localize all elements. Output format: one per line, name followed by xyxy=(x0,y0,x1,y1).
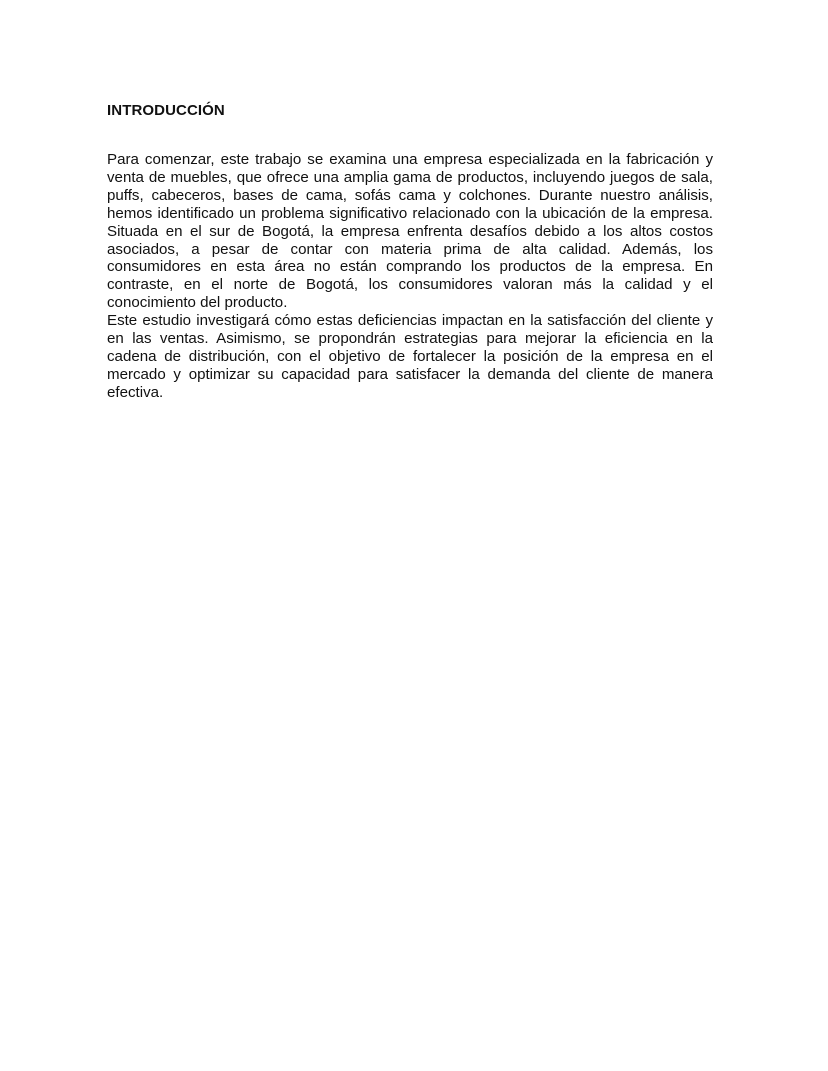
section-body xyxy=(107,151,713,402)
paragraph-1: Para comenzar, este trabajo se examina una empresa especializada en la fabricación y venta de muebles, que ofrece una amplia gama de productos, incluyendo juegos de sala, puffs, cabeceros, bases de cama, sofás cama y colchones. Durante nuestro análisis, hemos identificado un problema significativo relacionado con la ubicación de la empresa. Situada en el sur de Bogotá, la empresa enfrenta desafíos debido a los altos costos asociados, a pesar de contar con materia prima de alta calidad. Además, los consumidores en esta área no están comprando los productos de la empresa. En contraste, en el norte de Bogotá, los consumidores valoran más la calidad y el conocimiento del producto. xyxy=(107,151,713,312)
paragraph-2: Este estudio investigará cómo estas deficiencias impactan en la satisfacción del cliente y en las ventas. Asimismo, se propondrán estrategias para mejorar la eficiencia en la cadena de distribución, con el objetivo de fortalecer la posición de la empresa en el mercado y optimizar su capacidad para satisfacer la demanda del cliente de manera efectiva. xyxy=(107,312,713,401)
section-title: INTRODUCCIÓN xyxy=(107,102,225,119)
document-page xyxy=(107,101,713,402)
